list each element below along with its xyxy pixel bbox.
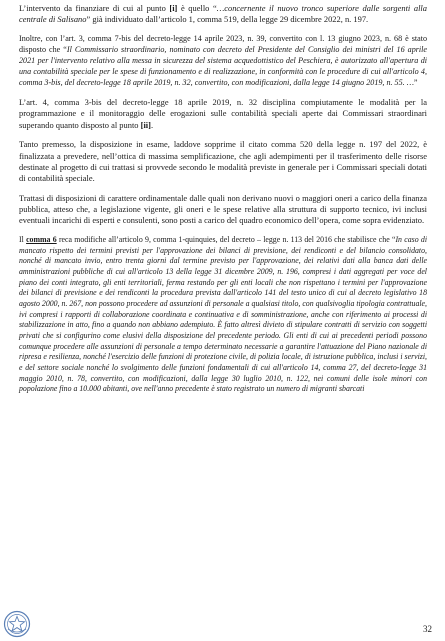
reference-marker: [ii]: [140, 119, 151, 130]
paragraph-comma-6: [19, 235, 427, 395]
parliament-emblem-icon: [3, 610, 31, 638]
paragraph-art4: [19, 97, 427, 131]
quoted-text: In caso di mancato rispetto dei termini previsti per l'approvazione dei bilanci di previsione, dei rendiconti e del bilancio consolidato, nonché di mancato invio, entro trenta giorni dal termine previsto per l'approvazione, dei relativi dati alla banca dati delle amministrazioni pubbliche di cui all'articolo 13 della legge 31 dicembre 2009, n. 196, compresi i dati aggregati per voce del piano dei conti integrato, gli enti territoriali, ferma restando per gli enti locali che non rispettano i termini per l'approvazione dei bilanci di previsione e dei rendiconti la procedura prevista dall'articolo 141 del testo unico di cui al decreto legislativo 18 agosto 2000, n. 267, non possono procedere ad assunzioni di personale a qualsiasi titolo, con qualsivoglia tipologia contrattuale, ivi compresi i rapporti di collaborazione coordinata e continuativa e di somministrazione, anche con riferimento ai processi di stabilizzazione in atto, fino a quando non abbiano adempiuto. È fatto altresì divieto di stipulare contratti di servizio con soggetti privati che si configurino come elusivi della disposizione del precedente periodo. Gli enti di cui ai precedenti periodi possono comunque procedere alle assunzioni di personale a tempo determinato necessarie a garantire l'attuazione del Piano nazionale di ripresa e resilienza, nonché l'esercizio delle funzioni di protezione civile, di polizia locale, di istruzione pubblica, inclusi i servizi, e del settore sociale nonché lo svolgimento delle funzioni fondamentali di cui all'articolo 14, comma 27, del decreto-legge 31 maggio 2010, n. 78, convertito, con modificazioni, dalla legge 30 luglio 2010, n. 122, nei comuni delle isole minori con popolazione fino a 10.000 abitanti, ove nell'anno precedente è stato registrato un numero di migranti sbarcati: [19, 235, 427, 394]
paragraph-oneri: Trattasi di disposizioni di carattere ordinamentale dalle quali non derivano nuovi o maggiori oneri a carico della finanza pubblica, atteso che, a legislazione vigente, gli oneri e le spese relative alla struttura di supporto tecnico, ivi inclusi eventuali incarichi di esperti e consulenti, sono posti a carico del quadro economico dell’opera, come sopra evidenziato.: [19, 192, 427, 226]
reference-marker: [i]: [169, 3, 178, 13]
text-run: L’art. 4, comma 3-bis del decreto-legge 18 aprile 2019, n. 32 disciplina compiutamente le modalità per la programmazione e il monitoraggio delle erogazioni sulle contabilità speciali aperte dai Commissari straordinari superando quanto disposto al punto: [19, 97, 427, 130]
quoted-text: Il Commissario straordinario, nominato con decreto del Presidente del Consiglio dei ministri del 16 aprile 2021 per l'intervento relativo alla messa in sicurezza del sistema acquedottistico del Peschiera, è autorizzato all'apertura di una contabilità speciale per le spese di funzionamento e di realizzazione, in conformità con le procedure di cui all'articolo 4, comma 3-bis, del decreto-legge 18 aprile 2019, n. 32, convertito, con modificazioni, dalla legge 14 giugno 2019, n. 55. …: [19, 44, 427, 87]
text-run: reca modifiche all’articolo 9, comma 1-quinquies, del decreto – legge n. 113 del 2016 che stabilisce che “: [56, 235, 396, 245]
paragraph-intervento: [19, 3, 427, 26]
comma-reference: comma 6: [26, 235, 57, 245]
quoted-text: …concernente il nuovo tronco superiore dalle sorgenti alla centrale di Salisano: [19, 3, 427, 25]
text-run: L’intervento da finanziare di cui al punto: [19, 3, 170, 13]
text-run: ”: [413, 77, 418, 87]
page-number: 32: [423, 624, 432, 634]
text-run: è quello “: [177, 3, 217, 13]
text-run: ” già individuato dall’articolo 1, comma 519, della legge 29 dicembre 2022, n. 197.: [86, 14, 369, 25]
document-body: [19, 3, 427, 395]
text-run: .: [150, 119, 154, 130]
paragraph-premesso: Tanto premesso, la disposizione in esame, laddove sopprime il citato comma 520 della legge n. 197 del 2022, è finalizzata a prevedere, nell’ottica di massima semplificazione, che agli adempimenti per il trasferimento delle risorse destinate al progetto di cui trattasi si provvede secondo le modalità previste in generale per i Commissari speciali dotati di contabilità speciale.: [19, 139, 427, 184]
text-run: Inoltre, con l’art. 3, comma 7-bis del decreto-legge 14 aprile 2023, n. 39, convertito con l. 13 giugno 2023, n. 68 è stato disposto che “: [19, 34, 427, 54]
text-run: Il: [19, 235, 27, 245]
paragraph-inoltre: [19, 34, 427, 89]
